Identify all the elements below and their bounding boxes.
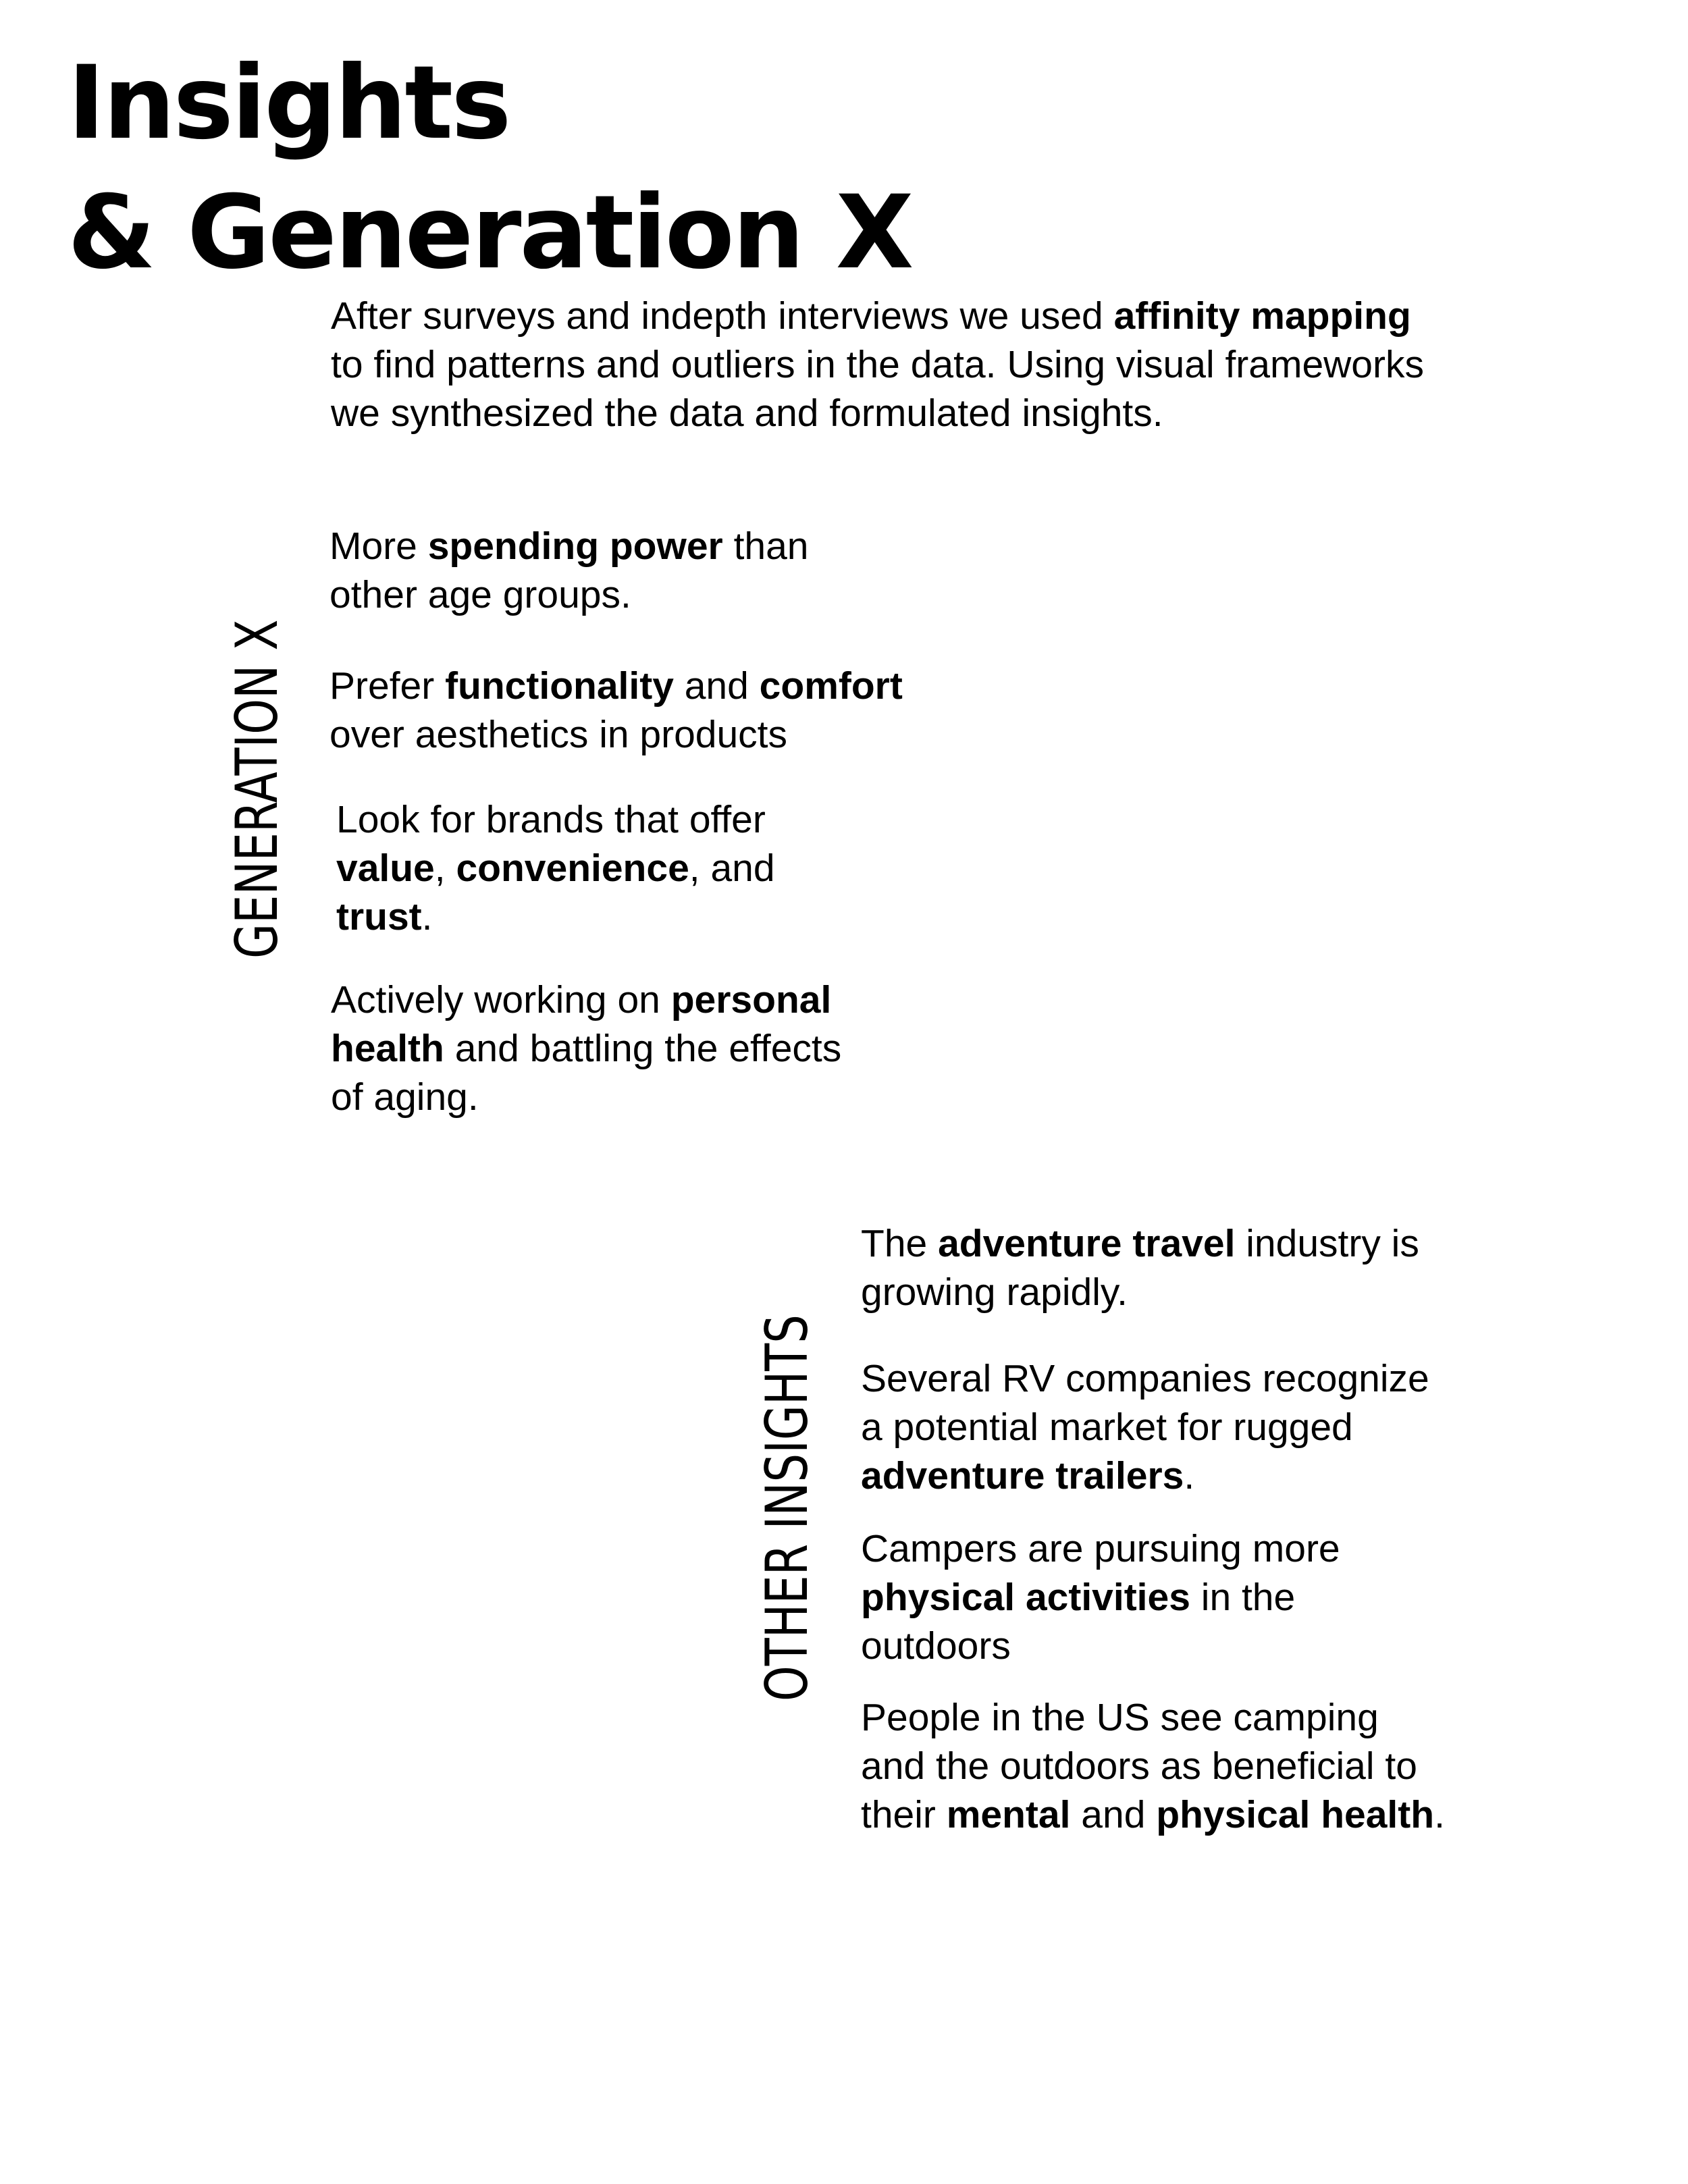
page-title-line-2: & Generation X: [68, 174, 912, 292]
page-title-line-1: Insights: [68, 45, 510, 162]
genx-insight-health: [331, 976, 841, 1121]
emphasis-text: personal: [670, 978, 832, 1021]
emphasis-text: functionality: [445, 664, 674, 708]
insight-text: Campers are pursuing more: [861, 1527, 1340, 1570]
other-insight-adventure-travel: [861, 1219, 1419, 1316]
insight-text: in the: [1190, 1576, 1296, 1619]
insight-text: and: [1070, 1793, 1157, 1836]
emphasis-text: mental: [946, 1793, 1071, 1836]
emphasis-text: health: [331, 1027, 444, 1070]
insight-text: , and: [689, 847, 775, 890]
genx-insight-functionality: [329, 662, 903, 759]
insight-text: outdoors: [861, 1624, 1011, 1668]
emphasis-text: physical activities: [861, 1576, 1190, 1619]
other-insights-label: OTHER INSIGHTS: [754, 1314, 821, 1701]
insight-text: of aging.: [331, 1075, 479, 1119]
insight-text: .: [421, 895, 433, 938]
intro-emphasis: affinity mapping: [1113, 294, 1411, 338]
insight-text: other age groups.: [329, 573, 631, 616]
other-insight-us-camping: [861, 1693, 1445, 1839]
insight-text: industry is: [1235, 1222, 1419, 1265]
insight-text: and: [673, 664, 760, 708]
intro-line: we synthesized the data and formulated insights.: [331, 392, 1163, 435]
emphasis-text: convenience: [456, 847, 689, 890]
emphasis-text: trust: [336, 895, 422, 938]
insight-text: Actively working on: [331, 978, 671, 1021]
insight-text: Look for brands that offer: [336, 798, 766, 841]
insight-text: and battling the effects: [444, 1027, 842, 1070]
emphasis-text: spending power: [427, 525, 723, 568]
insight-text: over aesthetics in products: [329, 713, 788, 756]
insight-text: and the outdoors as beneficial to: [861, 1744, 1417, 1788]
genx-insight-brands: [336, 795, 775, 941]
emphasis-text: value: [336, 847, 435, 890]
intro-line: After surveys and indepth interviews we used: [331, 294, 1114, 338]
insight-text: Several RV companies recognize: [861, 1357, 1429, 1400]
insight-text: a potential market for rugged: [861, 1406, 1353, 1449]
emphasis-text: adventure trailers: [861, 1454, 1184, 1497]
emphasis-text: physical health: [1156, 1793, 1435, 1836]
insight-text: than: [722, 525, 809, 568]
intro-paragraph: [331, 292, 1424, 437]
insight-text: .: [1434, 1793, 1445, 1836]
insight-text: Prefer: [329, 664, 446, 708]
other-insight-campers: [861, 1524, 1340, 1670]
insight-text: People in the US see camping: [861, 1696, 1379, 1739]
genx-insight-spending: [329, 522, 809, 619]
insight-text: growing rapidly.: [861, 1271, 1128, 1314]
other-insight-rv-companies: [861, 1354, 1429, 1500]
intro-line: to find patterns and outliers in the data. Using visual frameworks: [331, 343, 1424, 386]
generation-x-label: GENERATION X: [223, 619, 291, 959]
insight-text: More: [329, 525, 428, 568]
insight-text: their: [861, 1793, 947, 1836]
insight-text: ,: [434, 847, 456, 890]
insight-text: The: [861, 1222, 939, 1265]
insight-text: .: [1184, 1454, 1195, 1497]
emphasis-text: comfort: [759, 664, 903, 708]
emphasis-text: adventure travel: [938, 1222, 1236, 1265]
